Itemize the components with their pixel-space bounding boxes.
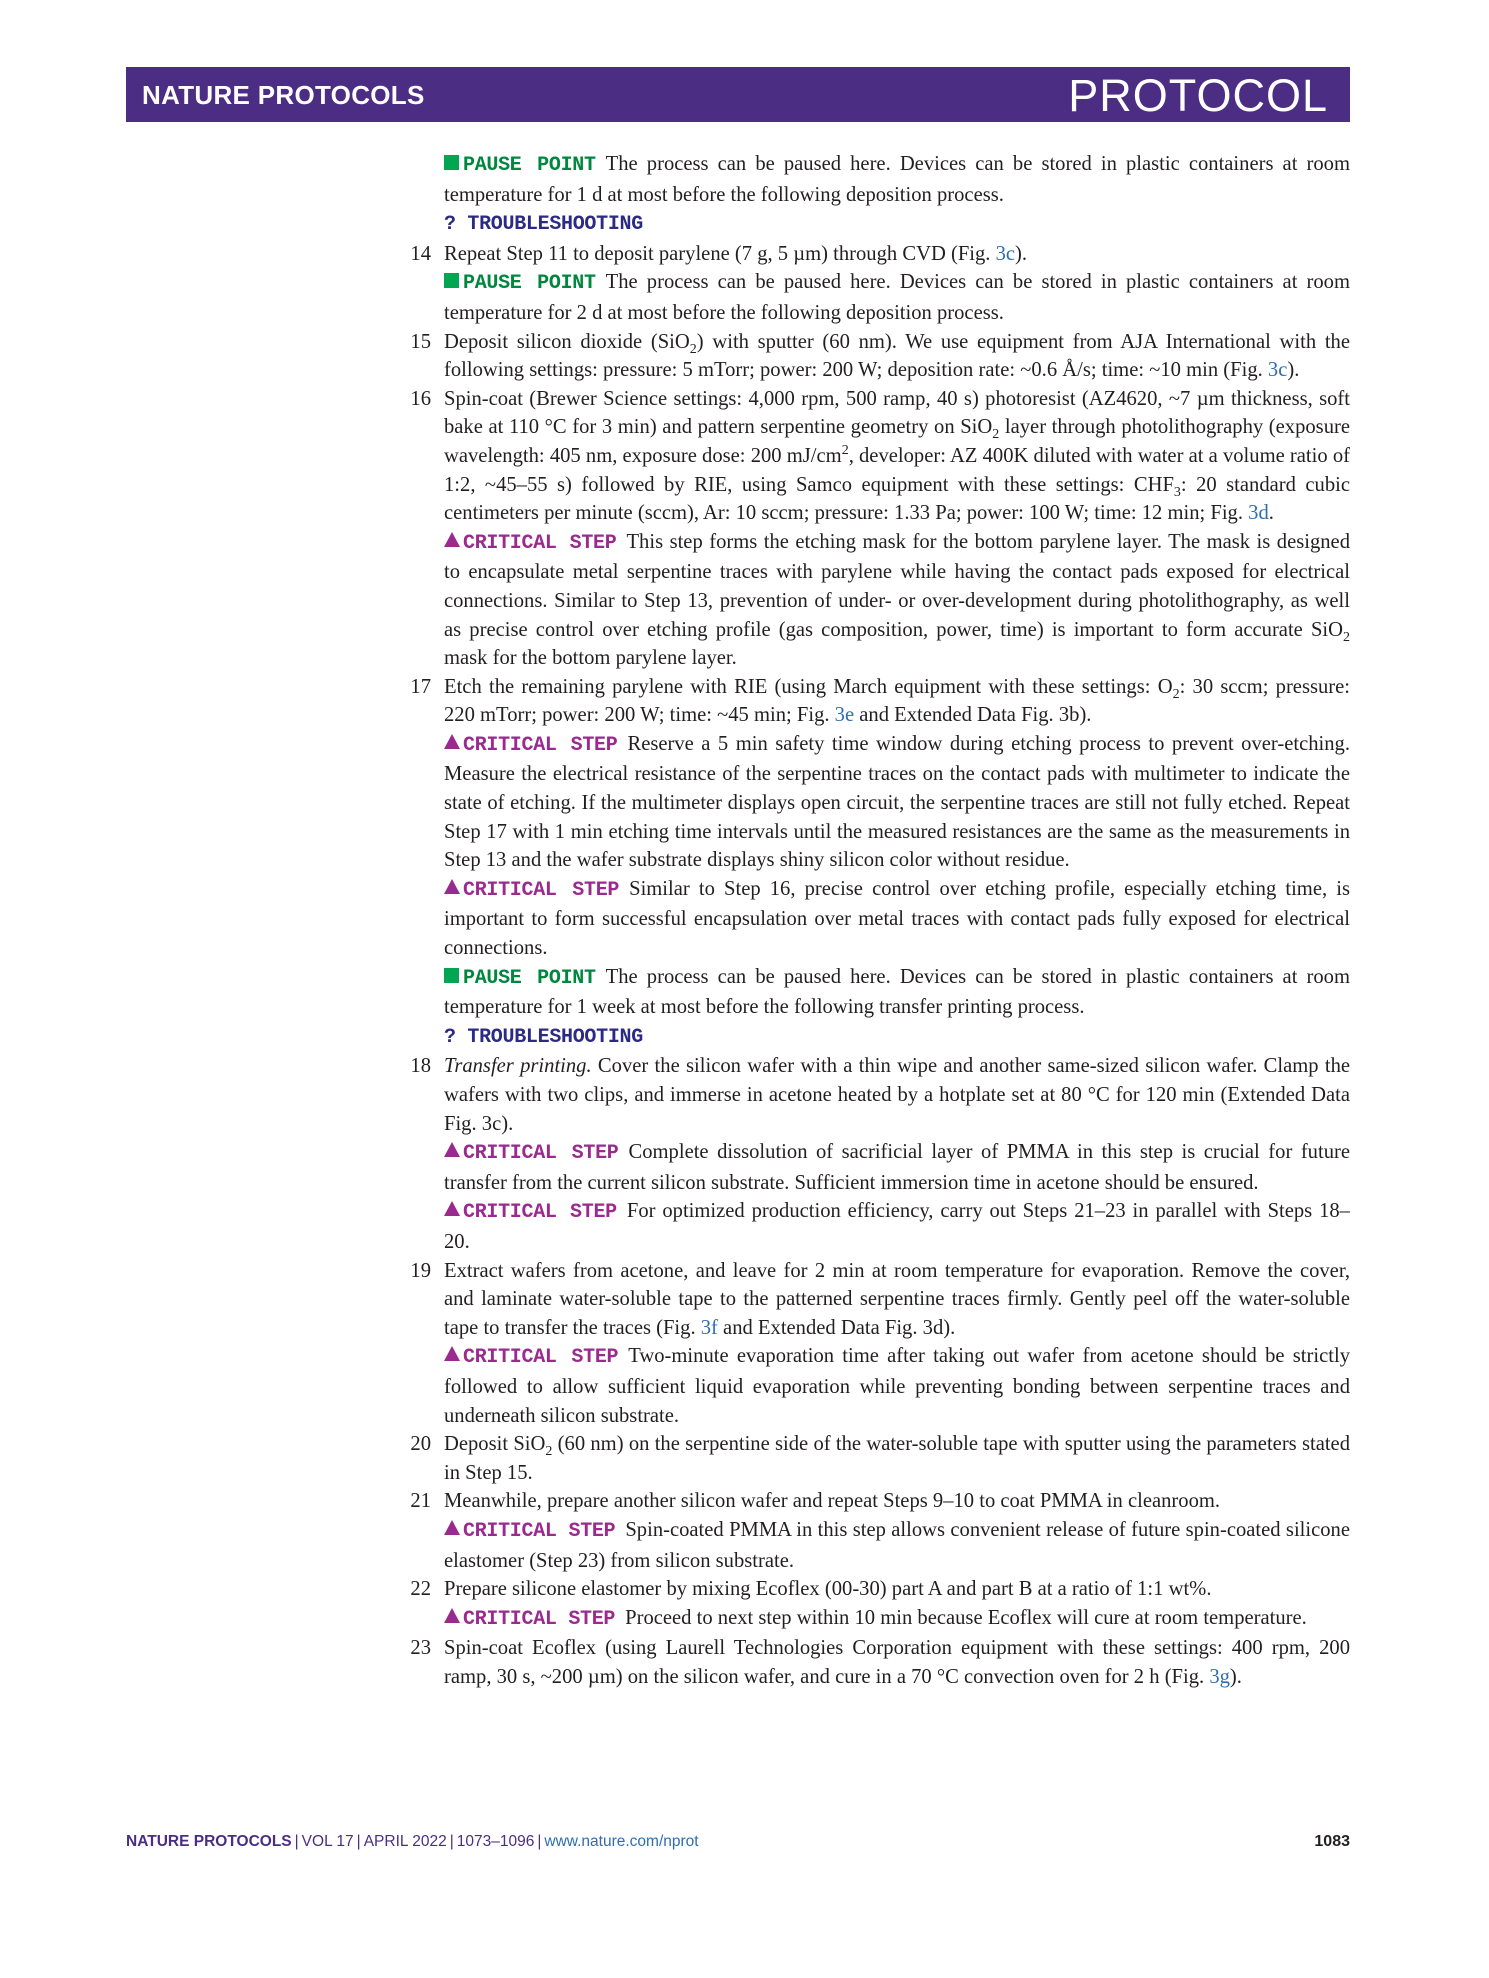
step-18 [410,1052,1351,1256]
critical-step-note: CRITICAL STEP Proceed to next step within 10 min because Ecoflex will cure at room temperature. [444,1604,1350,1635]
step-15 [410,328,1350,385]
step-number: 18 [410,1055,431,1078]
green-square-icon [444,968,459,983]
troubleshooting-link[interactable]: ? TROUBLESHOOTING [444,213,643,237]
step-number: 23 [410,1637,431,1660]
pause-point-note: PAUSE POINT The process can be paused here. Devices can be stored in plastic containers at room temperature for 2 d at most before the following deposition process. [444,271,1350,324]
purple-triangle-icon [444,879,460,894]
step-text: Deposit silicon dioxide (SiO$_2$) with sputter (60 nm). We use equipment from AJA International with the following settings: pressure: 5 mTorr; power: 200 W; deposition rate: ~0.6 Å/s; time: ~10 min (Fig. 3c). [444,330,1350,382]
step-17 [410,673,1350,1053]
purple-triangle-icon [444,1346,460,1361]
critical-step-note: CRITICAL STEP For optimized production efficiency, carry out Steps 21–23 in parallel with Steps 18–20. [444,1200,1350,1253]
figure-link[interactable]: 3g [1209,1665,1230,1688]
step-text: Spin-coat Ecoflex (using Laurell Technologies Corporation equipment with these settings: 400 rpm, 200 ramp, 30 s, ~200 µm) on the silicon wafer, and cure in a 70 °C convection oven for 2 h (Fig. 3g). [444,1637,1350,1688]
critical-step-note: CRITICAL STEP This step forms the etching mask for the bottom parylene layer. The mask is designed to encapsulate metal serpentine traces with parylene while having the contact pads exposed for electrical connections. Similar to Step 13, prevention of under- or over-development during photolithography, as well as precise control over etching profile (gas composition, power, time) is important to form accurate SiO$_2$ mask for the bottom parylene layer. [444,530,1350,670]
critical-step-note: CRITICAL STEP Reserve a 5 min safety time window during etching process to prevent over-etching. Measure the electrical resistance of the serpentine traces on the contact pads with multimeter to indicate the state of etching. If the multimeter displays open circuit, the serpentine traces are still not fully etched. Repeat Step 17 with 1 min etching time intervals until the measured resistances are the same as the measurements in Step 13 and the wafer substrate displays shiny silicon color without residue. [444,732,1350,872]
pause-label: PAUSE POINT [444,154,596,177]
step-number: 17 [410,675,431,698]
figure-link[interactable]: 3c [1267,359,1288,382]
page-number: 1083 [1314,1833,1350,1850]
footer-journal: NATURE PROTOCOLS [126,1833,292,1850]
step-19 [410,1257,1350,1431]
critical-step-note: CRITICAL STEP Complete dissolution of sacrificial layer of PMMA in this step is crucial for future transfer from the current silicon substrate. Sufficient immersion time in acetone should be ensured. [444,1141,1350,1194]
step-text: Extract wafers from acetone, and leave for 2 min at room temperature for evaporation. Remove the cover, and laminate water-soluble tape to the patterned serpentine traces firmly. Gently peel off the water-soluble tape to transfer the traces (Fig. 3f and Extended Data Fig. 3d). [444,1259,1350,1339]
step-text: Repeat Step 11 to deposit parylene (7 g, 5 µm) through CVD (Fig. 3c). [444,242,1028,265]
step-23 [410,1634,1350,1691]
figure-link[interactable]: 3f [700,1316,718,1339]
step-number: 20 [410,1433,431,1456]
protocol-body [410,150,1351,1691]
purple-triangle-icon [444,1142,460,1157]
step-text: Transfer printing. Cover the silicon wafer with a thin wipe and another same-sized silicon wafer. Clamp the wafers with two clips, and immerse in acetone heated by a hotplate set at 80 °C for 120 min (Extended Data Fig. 3c). [444,1055,1351,1135]
troubleshooting-link[interactable]: ? TROUBLESHOOTING [444,1025,643,1049]
step-22 [410,1575,1350,1634]
step-number: 16 [410,387,431,410]
journal-name: NATURE PROTOCOLS [142,80,425,110]
pause-point-note: PAUSE POINT The process can be paused here. Devices can be stored in plastic containers at room temperature for 1 week at most before the following transfer printing process. [444,965,1350,1019]
step-21 [410,1487,1350,1575]
figure-link[interactable]: 3d [1248,502,1269,525]
footer-volume: VOL 17 [301,1833,354,1850]
critical-step-note: CRITICAL STEP Similar to Step 16, precise control over etching profile, especially etching time, is important to form successful encapsulation over metal traces with contact pads fully exposed for electrical connections. [444,877,1350,960]
step-text: Etch the remaining parylene with RIE (using March equipment with these settings: $O_2$: 30 sccm; pressure: 220 mTorr; power: 200 W; time: ~45 min; Fig. 3e and Extended Data Fig. 3b). [444,675,1350,727]
purple-triangle-icon [444,1201,460,1216]
page-footer [126,1833,1350,1857]
section-title: Transfer printing. [444,1055,592,1078]
step-text: Spin-coat (Brewer Science settings: 4,000 rpm, 500 ramp, 40 s) photoresist (AZ4620, ~7 µm thickness, soft bake at 110 °C for 3 min) and pattern serpentine geometry on SiO$_2$ layer through photolithography (exposure wavelength: 405 nm, exposure dose: 200 $mJ/cm^2$, developer: AZ 400K diluted with water at a volume ratio of 1:2, ~45–55 s) followed by RIE, using Samco equipment with these settings: $CHF_3$: 20 standard cubic centimeters per minute (sccm), Ar: 10 sccm; pressure: 1.33 Pa; power: 100 W; time: 12 min; Fig. 3d. [444,387,1350,525]
purple-triangle-icon [444,1608,460,1623]
footer-date: APRIL 2022 [363,1833,447,1850]
step-text: Deposit SiO$_2$ (60 nm) on the serpentine side of the water-soluble tape with sputter using the parameters stated in Step 15. [444,1433,1350,1484]
pause-point-note: PAUSE POINT The process can be paused here. Devices can be stored in plastic containers at room temperature for 1 d at most before the following deposition process. [444,153,1350,206]
step-number: 22 [410,1578,431,1601]
journal-header-bar [126,67,1350,122]
article-type: PROTOCOL [1068,70,1328,121]
step-text: Prepare silicone elastomer by mixing Ecoflex (00-30) part A and part B at a ratio of 1:1 wt%. [444,1578,1212,1601]
green-square-icon [444,155,459,170]
citation-line: NATURE PROTOCOLS | VOL 17 | APRIL 2022 | 1073–1096 | www.nature.com/nprot [126,1833,699,1850]
step-20 [410,1430,1350,1487]
purple-triangle-icon [444,1520,460,1535]
figure-link[interactable]: 3c [995,242,1016,265]
green-square-icon [444,273,459,288]
critical-step-note: CRITICAL STEP Two-minute evaporation time after taking out wafer from acetone should be strictly followed to allow sufficient liquid evaporation while preventing bonding between serpentine traces and underneath silicon substrate. [444,1345,1350,1427]
purple-triangle-icon [444,734,460,749]
step-16 [410,385,1350,673]
step-number: 19 [410,1259,431,1282]
footer-pages: 1073–1096 [456,1833,535,1850]
step-number: 21 [410,1490,431,1513]
figure-link[interactable]: 3e [834,704,855,727]
purple-triangle-icon [444,532,460,547]
journal-url-link[interactable]: www.nature.com/nprot [544,1833,699,1850]
step-14 [410,240,1350,328]
critical-step-note: CRITICAL STEP Spin-coated PMMA in this step allows convenient release of future spin-coated silicone elastomer (Step 23) from silicon substrate. [444,1518,1350,1572]
step-number: 14 [410,242,431,265]
step-number: 15 [410,330,431,353]
step-text: Meanwhile, prepare another silicon wafer and repeat Steps 9–10 to coat PMMA in cleanroom. [444,1490,1221,1513]
